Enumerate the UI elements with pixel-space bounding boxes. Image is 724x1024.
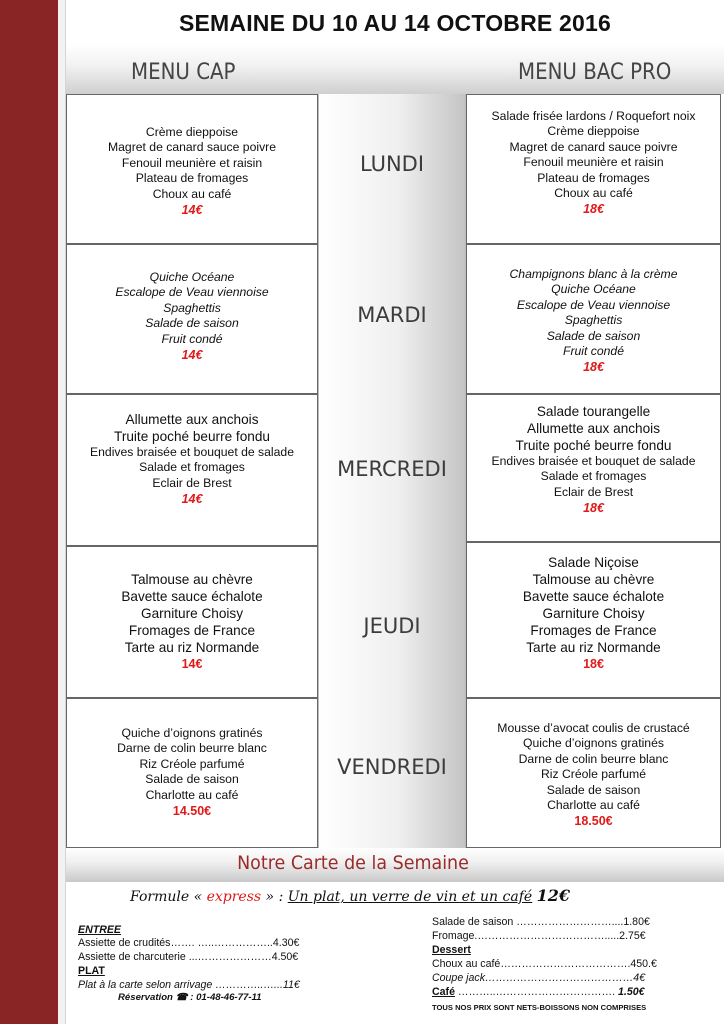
carte-title: Notre Carte de la Semaine: [237, 852, 469, 874]
menu-item: Salade et fromages: [540, 469, 647, 484]
formule-mid: » :: [265, 889, 284, 905]
menu-item: Fruit condé: [563, 344, 624, 359]
menu-item: Crème dieppoise: [145, 125, 239, 139]
menu-item: Salade de saison: [546, 782, 641, 797]
menu-item: Bavette sauce échalote: [121, 589, 263, 604]
dessert-heading: Dessert: [432, 944, 471, 956]
menu-cap-jeudi: [66, 546, 318, 698]
menu-item: Garniture Choisy: [542, 606, 645, 621]
day-label-mardi: MARDI: [357, 303, 427, 327]
menu-price: 14€: [181, 203, 203, 218]
menu-item: Bavette sauce échalote: [522, 589, 665, 604]
formule-price: 12€: [536, 886, 571, 905]
menu-price: 18€: [583, 202, 604, 217]
menu-price: 14€: [181, 657, 203, 671]
day-label-mercredi: MERCREDI: [337, 457, 447, 481]
menu-item: Plateau de fromages: [537, 170, 650, 185]
menu-item: Fenouil meunière et raisin: [523, 155, 664, 170]
menu-item: Quiche d’oignons gratinés: [523, 736, 664, 751]
menu-item: Fromages de France: [530, 623, 657, 638]
menu-item: Riz Créole parfumé: [139, 756, 245, 771]
menu-item: Darne de colin beurre blanc: [117, 741, 267, 756]
menu-item: Fromages de France: [128, 623, 256, 638]
cafe-price: 1.50€: [618, 986, 645, 998]
menu-item: Spaghettis: [564, 313, 623, 328]
menu-item: Tarte au riz Normande: [124, 640, 260, 655]
menu-item: Magret de canard sauce poivre: [107, 140, 276, 155]
menu-cap-lundi: [66, 94, 318, 244]
left-accent-band: [0, 0, 58, 1024]
menu-item: Salade de saison: [145, 316, 239, 331]
plat-heading: PLAT: [78, 965, 105, 977]
left-accent-border: [58, 0, 66, 1024]
menu-item: Choux au café: [152, 186, 232, 201]
dessert-item: Choux au café……………………………….450.€: [432, 958, 657, 970]
menu-price: 18.50€: [574, 814, 613, 829]
formule-prefix: Formule «: [130, 889, 203, 905]
menu-item: Spaghettis: [163, 300, 221, 315]
menu-item: Allumette aux anchois: [125, 412, 259, 427]
reservation-label: Réservation: [118, 992, 173, 1003]
menu-price: 18€: [583, 657, 604, 671]
menu-bac-mercredi: [466, 394, 721, 542]
formule-description: Un plat, un verre de vin et un café: [287, 889, 533, 905]
menu-item: Escalope de Veau viennoise: [115, 285, 269, 300]
reservation-line: [118, 992, 262, 1003]
menu-item: Truite poché beurre fondu: [114, 429, 270, 444]
plat-item: Plat à la carte selon arrivage …………..…...11€: [78, 979, 300, 991]
menu-price: 14€: [181, 492, 203, 507]
menu-item: Salade de saison: [546, 328, 641, 343]
menu-price: 18€: [583, 501, 604, 516]
menu-item: Fruit condé: [161, 331, 223, 346]
menu-item: Tarte au riz Normande: [526, 640, 661, 655]
menu-item: Charlotte au café: [547, 798, 640, 813]
menu-item: Fenouil meunière et raisin: [121, 155, 263, 170]
menu-price: 14.50€: [172, 804, 212, 819]
menu-bac-mardi: [466, 244, 721, 394]
menu-bac-jeudi: [466, 542, 721, 698]
phone-icon: ☎: [175, 992, 188, 1003]
menu-item: Truite poché beurre fondu: [515, 438, 672, 453]
menu-item: Magret de canard sauce poivre: [509, 139, 678, 154]
menu-item: Choux au café: [554, 186, 633, 201]
menu-item: Salade tourangelle: [536, 404, 651, 419]
menu-bac-pro-heading: MENU BAC PRO: [518, 60, 672, 85]
cafe-dots: ………..…………………………….: [457, 986, 616, 998]
entree-item: Assiette de crudités……. …..……………..4.30€: [78, 937, 300, 949]
menu-cap-vendredi: [66, 698, 318, 848]
menu-item: Charlotte au café: [145, 787, 239, 802]
cafe-label: Café: [432, 986, 455, 998]
menu-item: Salade Niçoise: [548, 555, 639, 570]
day-label-vendredi: VENDREDI: [337, 755, 447, 779]
dessert-item: Coupe jack……………………………………4€: [432, 972, 646, 984]
menu-item: Quiche Océane: [551, 282, 636, 297]
entree-heading: ENTREE: [78, 924, 121, 936]
price-notice: TOUS NOS PRIX SONT NETS-BOISSONS NON COMPRISES: [432, 1003, 647, 1012]
menu-item: Mousse d’avocat coulis de crustacé: [497, 721, 690, 735]
menu-item: Darne de colin beurre blanc: [518, 751, 669, 766]
day-label-lundi: LUNDI: [359, 152, 425, 176]
menu-item: Salade et fromages: [139, 460, 245, 475]
cafe-line: [432, 986, 645, 999]
menu-item: Eclair de Brest: [553, 484, 634, 499]
menu-cap-mardi: [66, 244, 318, 394]
menu-item: Talmouse au chèvre: [131, 572, 253, 587]
menu-price: 18€: [583, 360, 604, 375]
page-title: SEMAINE DU 10 AU 14 OCTOBRE 2016: [178, 10, 612, 36]
menu-item: Quiche d’oignons gratinés: [121, 726, 263, 740]
menu-item: Plateau de fromages: [135, 171, 249, 186]
menu-cap-heading: MENU CAP: [131, 60, 236, 85]
menu-item: Salade de saison: [145, 772, 239, 787]
menu-price: 14€: [181, 348, 203, 363]
menu-item: Endives braisée et bouquet de salade: [90, 445, 294, 459]
formule-express: express: [206, 889, 262, 905]
reservation-phone: : 01-48-46-77-11: [190, 992, 262, 1003]
day-label-jeudi: JEUDI: [363, 614, 421, 638]
menu-item: Riz Créole parfumé: [541, 767, 646, 782]
menu-bac-vendredi: [466, 698, 721, 848]
menu-item: Endives braisée et bouquet de salade: [491, 454, 696, 468]
menu-item: Escalope de Veau viennoise: [516, 297, 671, 312]
menu-item: Eclair de Brest: [152, 475, 232, 490]
menu-item: Allumette aux anchois: [527, 421, 660, 436]
menu-item: Quiche Océane: [149, 270, 235, 284]
menu-item: Champignons blanc à la crème: [509, 267, 678, 281]
carte-item: Fromage.……………………………….....2.75€: [432, 930, 646, 942]
entree-item: Assiette de charcuterie ...…………………4.50€: [78, 951, 299, 963]
menu-item: Garniture Choisy: [141, 606, 243, 621]
menu-bac-lundi: [466, 94, 721, 244]
menu-item: Crème dieppoise: [547, 124, 640, 139]
menu-cap-mercredi: [66, 394, 318, 546]
formule-express-line: [130, 886, 570, 905]
menu-item: Salade frisée lardons / Roquefort noix: [491, 109, 696, 123]
menu-item: Talmouse au chèvre: [532, 572, 655, 587]
carte-item: Salade de saison ………………………....1.80€: [432, 916, 650, 928]
